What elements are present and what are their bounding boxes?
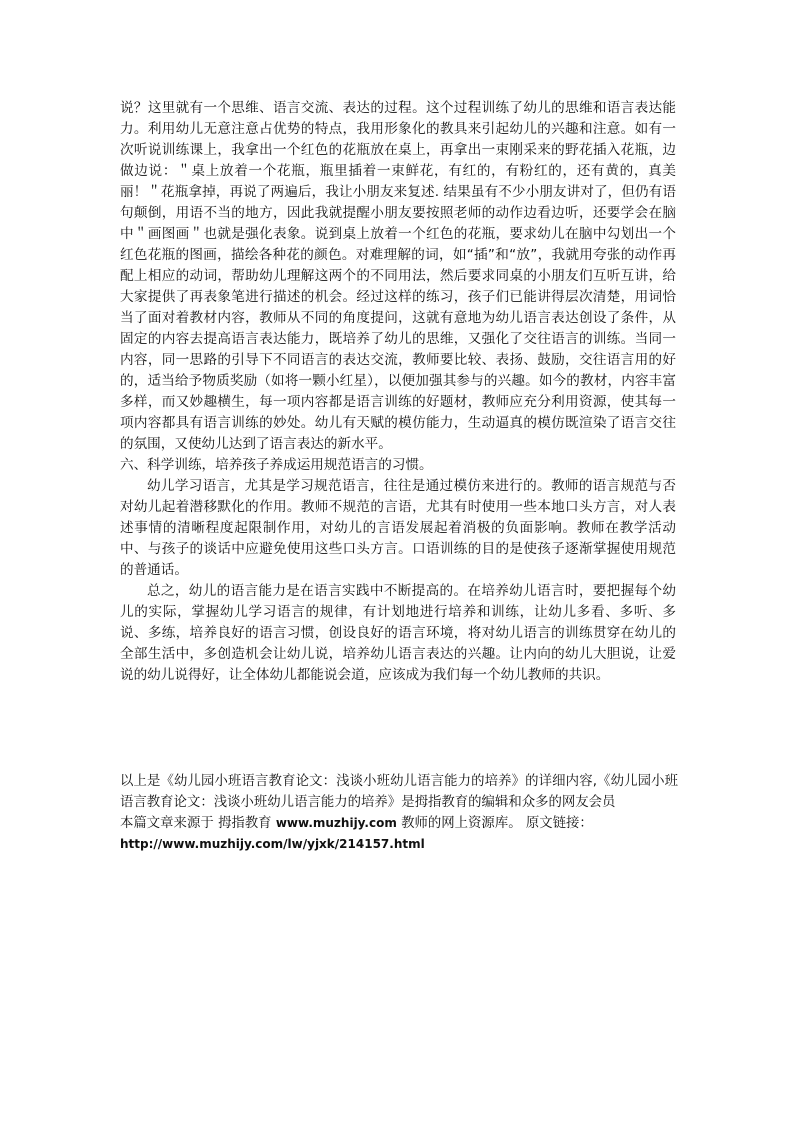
- footer-url-line: [120, 834, 678, 855]
- footer-site-domain[interactable]: www.muzhijy.com: [275, 816, 397, 830]
- footer-summary: 以上是《幼儿园小班语言教育论文：浅谈小班幼儿语言能力的培养》的详细内容,《幼儿园小班语言教育论文：浅谈小班幼儿语言能力的培养》是拇指教育的编辑和众多的网友会员: [120, 774, 678, 810]
- footer-source-line: [120, 813, 678, 834]
- source-footer: [120, 771, 678, 855]
- paragraph-standard-language: 幼儿学习语言，尤其是学习规范语言，往往是通过模仿来进行的。教师的语言规范与否对幼儿起着潜移默化的作用。教师不规范的言语，尤其有时使用一些本地口头方言，对人表述事情的清晰程度起限制作用，对幼儿的言语发展起着消极的负面影响。教师在教学活动中、与孩子的谈话中应避免使用这些口头方言。口语训练的目的是使孩子逐渐掌握使用规范的普通话。: [120, 478, 676, 578]
- footer-source-suffix: 教师的网上资源库。 原文链接：: [401, 816, 593, 831]
- footer-source-prefix: 本篇文章来源于 拇指教育: [120, 816, 272, 831]
- paragraph-thinking-language: 说？这里就有一个思维、语言交流、表达的过程。这个过程训练了幼儿的思维和语言表达能力。利用幼儿无意注意占优势的特点，我用形象化的教具来引起幼儿的兴趣和注意。如有一次听说训练课上，我拿出一个红色的花瓶放在桌上，再拿出一束刚采来的野花插入花瓶，边做边说：＂桌上放着一个花瓶，瓶里插着一束鲜花，有红的，有粉红的，还有黄的，真美丽！＂花瓶拿掉，再说了两遍后，我让小朋友来复述. 结果虽有不少小朋友讲对了，但仍有语句颠倒，用语不当的地方，因此我就提醒小朋友要按照老师的动作边看边听，还要学会在脑中＂画图画＂也就是强化表象。说到桌上放着一个红色的花瓶，要求幼儿在脑中勾划出一个红色花瓶的图画，描绘各种花的颜色。对难理解的词，如“插”和“放”，我就用夸张的动作再配上相应的动词，帮助幼儿理解这两个的不同用法，然后要求同桌的小朋友们互听互讲，给大家提供了再表象笔进行描述的机会。经过这样的练习，孩子们已能讲得层次清楚，用词恰当了面对着教材内容，教师从不同的角度提问，这就有意地为幼儿语言表达创设了条件，从固定的内容去提高语言表达能力，既培养了幼儿的思维，又强化了交往语言的训练。当同一内容，同一思路的引导下不同语言的表达交流，教师要比较、表扬、鼓励，交往语言用的好的，适当给予物质奖励（如将一颗小红星），以便加强其参与的兴趣。如今的教材，内容丰富多样，而又妙趣横生，每一项内容都是语言训练的好题材，教师应充分利用资源，使其每一项内容都具有语言训练的妙处。幼儿有天赋的模仿能力，生动逼真的模仿既渲染了语言交往的氛围，又使幼儿达到了语言表达的新水平。: [120, 100, 676, 452]
- section-heading-6: 六、科学训练，培养孩子养成运用规范语言的习惯。: [120, 457, 433, 473]
- paragraph-conclusion: 总之，幼儿的语言能力是在语言实践中不断提高的。在培养幼儿语言时，要把握每个幼儿的实际，掌握幼儿学习语言的规律，有计划地进行培养和训练，让幼儿多看、多听、多说、多练，培养良好的语言习惯，创设良好的语言环境，将对幼儿语言的训练贯穿在幼儿的全部生活中，多创造机会让幼儿说，培养幼儿语言表达的兴趣。让内向的幼儿大胆说，让爱说的幼儿说得好，让全体幼儿都能说会道，应该成为我们每一个幼儿教师的共识。: [120, 583, 676, 683]
- original-article-link[interactable]: http://www.muzhijy.com/lw/yjxk/214157.html: [120, 837, 425, 851]
- article-body: [120, 98, 676, 686]
